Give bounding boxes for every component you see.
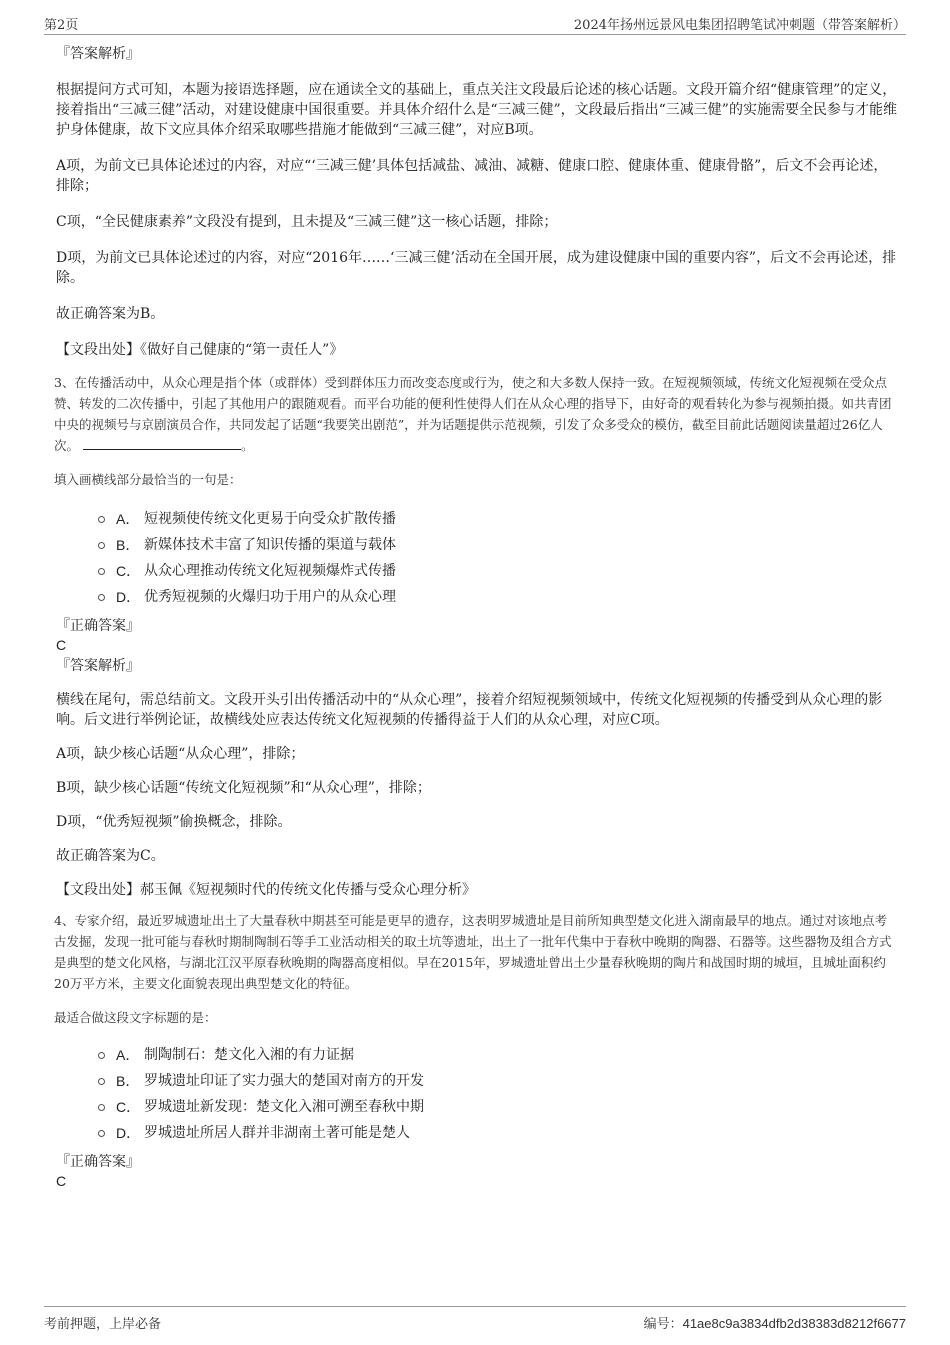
radio-icon[interactable] — [98, 1078, 105, 1085]
analysis-option-d: D项，“优秀短视频”偷换概念，排除。 — [56, 814, 292, 830]
conclusion: 故正确答案为B。 — [56, 306, 165, 322]
conclusion: 故正确答案为C。 — [56, 848, 165, 864]
question-3-options — [56, 506, 898, 610]
question-3-prompt: 填入画横线部分最恰当的一句是： — [54, 472, 242, 487]
footer-slogan: 考前押题，上岸必备 — [44, 1317, 162, 1332]
analysis-option-b: B项，缺少核心话题“传统文化短视频”和“从众心理”，排除； — [56, 780, 431, 796]
correct-answer: C — [56, 1173, 67, 1189]
answer-heading: 『正确答案』 — [56, 1154, 140, 1170]
document-title: 2024年扬州远景风电集团招聘笔试冲刺题（带答案解析） — [573, 18, 906, 33]
option-text: 短视频使传统文化更易于向受众扩散传播 — [144, 511, 396, 527]
analysis-option-d: D项，为前文已具体论述过的内容，对应“2016年……‘三减三健’活动在全国开展，成为建设健康中国的重要内容”，后文不会再论述，排除。 — [56, 250, 897, 286]
option-b[interactable] — [56, 1068, 898, 1094]
page-number: 第2页 — [44, 18, 79, 33]
radio-icon[interactable] — [98, 1052, 105, 1059]
analysis-heading: 『答案解析』 — [56, 658, 140, 674]
page-header — [44, 12, 906, 35]
question-4-prompt: 最适合做这段文字标题的是： — [54, 1010, 217, 1025]
radio-icon[interactable] — [98, 516, 105, 523]
radio-icon[interactable] — [98, 594, 105, 601]
option-text: 罗城遗址印证了实力强大的楚国对南方的开发 — [144, 1073, 424, 1089]
option-b[interactable] — [56, 532, 898, 558]
option-text: 优秀短视频的火爆归功于用户的从众心理 — [144, 589, 396, 605]
question-4-stem: 4、专家介绍，最近罗城遗址出土了大量春秋中期甚至可能是更早的遗存，这表明罗城遗址是目前所知典型楚文化进入湖南最早的地点。通过对该地点考古发掘，发现一批可能与春秋时期制陶制石等手工业活动相关的取土坑等遗址，出土了一批年代集中于春秋中晚期的陶器、石器等。这些器物及组合方式是典型的楚文化风格，与湖北江汉平原春秋晚期的陶器高度相似。早在2015年，罗城遗址曾出土少量春秋晚期的陶片和战国时期的城垣，且城址面积约20万平方米，主要文化面貌表现出典型楚文化的特征。 — [54, 913, 892, 991]
analysis-paragraph: 根据提问方式可知，本题为接语选择题，应在通读全文的基础上，重点关注文段最后论述的核心话题。文段开篇介绍“健康管理”的定义，接着指出“三减三健”活动，对建设健康中国很重要。并具体介绍什么是“三减三健”，文段最后指出“三减三健”的实施需要全民参与才能维护身体健康，故下文应具体介绍采取哪些措施才能做到“三减三健”，对应B项。 — [56, 82, 897, 138]
option-c[interactable] — [56, 1094, 898, 1120]
option-d[interactable] — [56, 1120, 898, 1146]
analysis-heading: 『答案解析』 — [56, 46, 140, 62]
option-letter: D． — [116, 1125, 141, 1141]
radio-icon[interactable] — [98, 568, 105, 575]
option-letter: B． — [116, 537, 140, 553]
source-citation: 【文段出处】《做好自己健康的“第一责任人”》 — [56, 342, 344, 358]
option-a[interactable] — [56, 506, 898, 532]
option-letter: B． — [116, 1073, 140, 1089]
page-footer — [44, 1306, 906, 1333]
correct-answer: C — [56, 637, 67, 653]
option-text: 罗城遗址所居人群并非湖南土著可能是楚人 — [144, 1125, 410, 1141]
analysis-option-a: A项，缺少核心话题“从众心理”，排除； — [56, 746, 305, 762]
analysis-paragraph: 横线在尾句，需总结前文。文段开头引出传播活动中的“从众心理”，接着介绍短视频领域中，传统文化短视频的传播受到从众心理的影响。后文进行举例论证，故横线处应表达传统文化短视频的传播得益于人们的从众心理，对应C项。 — [56, 692, 883, 728]
document-id: 编号：41ae8c9a3834dfb2d38383d8212f6677 — [643, 1316, 906, 1331]
option-text: 罗城遗址新发现：楚文化入湘可溯至春秋中期 — [144, 1099, 424, 1115]
option-letter: C． — [116, 1099, 141, 1115]
radio-icon[interactable] — [98, 542, 105, 549]
option-text: 从众心理推动传统文化短视频爆炸式传播 — [144, 563, 396, 579]
option-text: 新媒体技术丰富了知识传播的渠道与载体 — [144, 537, 396, 553]
option-letter: A． — [116, 1047, 140, 1063]
page-content — [56, 44, 898, 1190]
radio-icon[interactable] — [98, 1104, 105, 1111]
option-c[interactable] — [56, 558, 898, 584]
option-a[interactable] — [56, 1042, 898, 1068]
analysis-option-c: C项，“全民健康素养”文段没有提到，且未提及“三减三健”这一核心话题，排除； — [56, 214, 558, 230]
option-letter: D． — [116, 589, 141, 605]
question-3-text: 3、在传播活动中，从众心理是指个体（或群体）受到群体压力而改变态度或行为，使之和大多数人保持一致。在短视频领域，传统文化短视频在受众点赞、转发的二次传播中，引起了其他用户的跟随观看。而平台功能的便利性使得人们在从众心理的指导下，由好奇的观看转化为参与视频拍摄。如共青团中央的视频号与京剧演员合作，共同发起了话题“我要笑出剧范”，并为话题提供示范视频，引发了众多受众的模仿，截至目前此话题阅读量超过26亿人次。 — [54, 375, 892, 453]
fill-in-blank — [83, 437, 241, 450]
option-text: 制陶制石：楚文化入湘的有力证据 — [144, 1047, 354, 1063]
question-3-end: 。 — [241, 438, 254, 453]
option-letter: C． — [116, 563, 141, 579]
option-letter: A． — [116, 511, 140, 527]
question-4-options — [56, 1042, 898, 1146]
radio-icon[interactable] — [98, 1130, 105, 1137]
answer-heading: 『正确答案』 — [56, 618, 140, 634]
source-citation: 【文段出处】郝玉佩《短视频时代的传统文化传播与受众心理分析》 — [56, 882, 476, 898]
question-3-stem — [54, 372, 898, 456]
analysis-option-a: A项，为前文已具体论述过的内容，对应“‘三减三健’具体包括减盐、减油、减糖、健康口腔、健康体重、健康骨骼”，后文不会再论述，排除； — [56, 158, 888, 194]
option-d[interactable] — [56, 584, 898, 610]
